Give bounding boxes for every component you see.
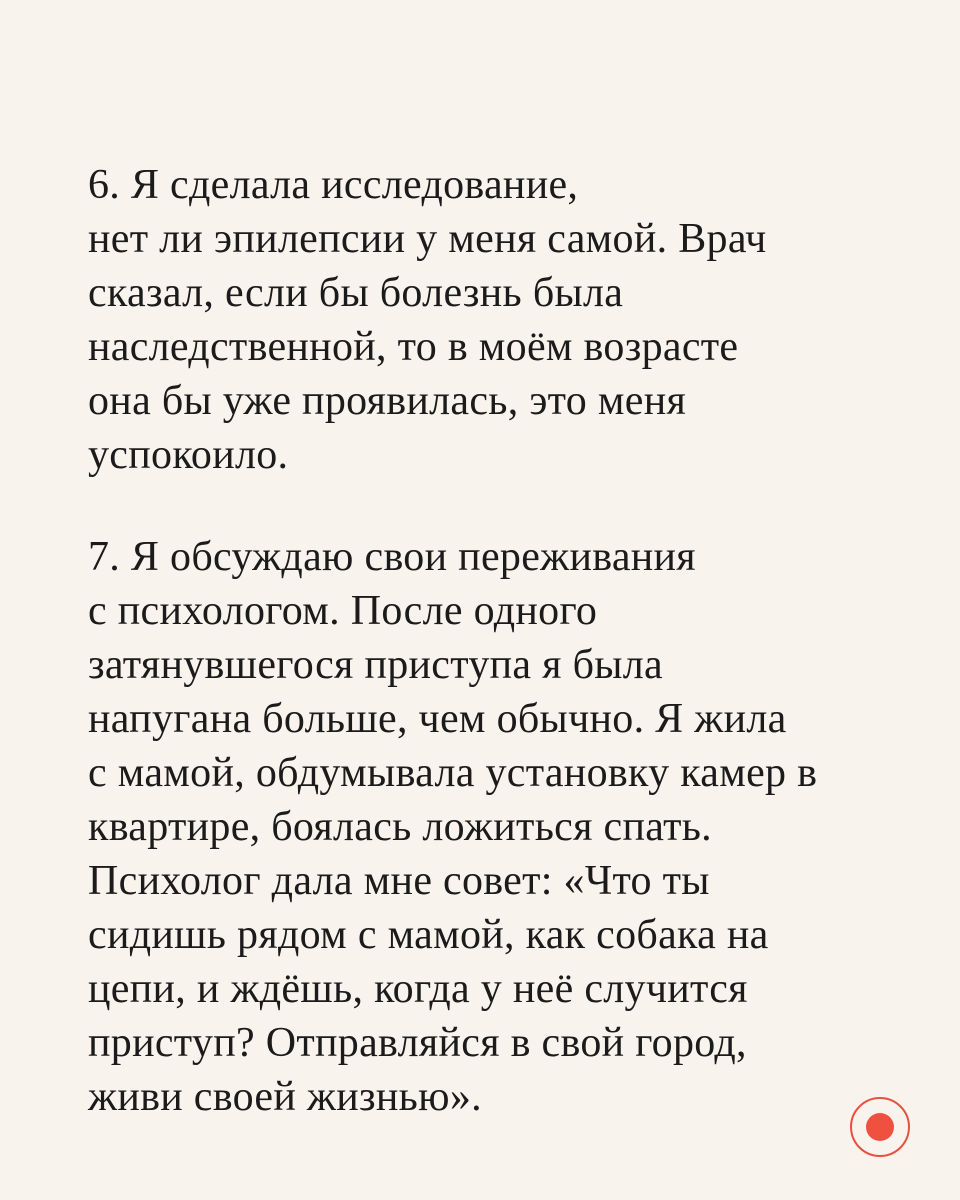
text-line: успокоило.	[88, 432, 289, 478]
text-line: нет ли эпилепсии у меня самой. Врач	[88, 216, 767, 262]
text-line: сидишь рядом с мамой, как собака на	[88, 912, 769, 958]
record-icon	[850, 1097, 910, 1157]
text-line: сказал, если бы болезнь была	[88, 270, 624, 316]
text-line: она бы уже проявилась, это меня	[88, 378, 687, 424]
text-line: приступ? Отправляйся в свой город,	[88, 1020, 747, 1066]
text-line: наследственной, то в моём возрасте	[88, 324, 739, 370]
text-line: напугана больше, чем обычно. Я жила	[88, 696, 787, 742]
text-line: с психологом. После одного	[88, 588, 598, 634]
text-line: квартире, боялась ложиться спать.	[88, 804, 712, 850]
record-dot	[866, 1113, 894, 1141]
text-line: с мамой, обдумывала установку камер в	[88, 750, 818, 796]
paragraph-6	[88, 158, 888, 482]
text-line: живи своей жизнью».	[88, 1074, 482, 1120]
text-line: 6. Я сделала исследование,	[88, 162, 579, 208]
text-line: цепи, и ждёшь, когда у неё случится	[88, 966, 748, 1012]
text-line: затянувшегося приступа я была	[88, 642, 663, 688]
text-line: 7. Я обсуждаю свои переживания	[88, 534, 696, 580]
paragraph-7	[88, 530, 888, 1124]
text-line: Психолог дала мне совет: «Что ты	[88, 858, 710, 904]
